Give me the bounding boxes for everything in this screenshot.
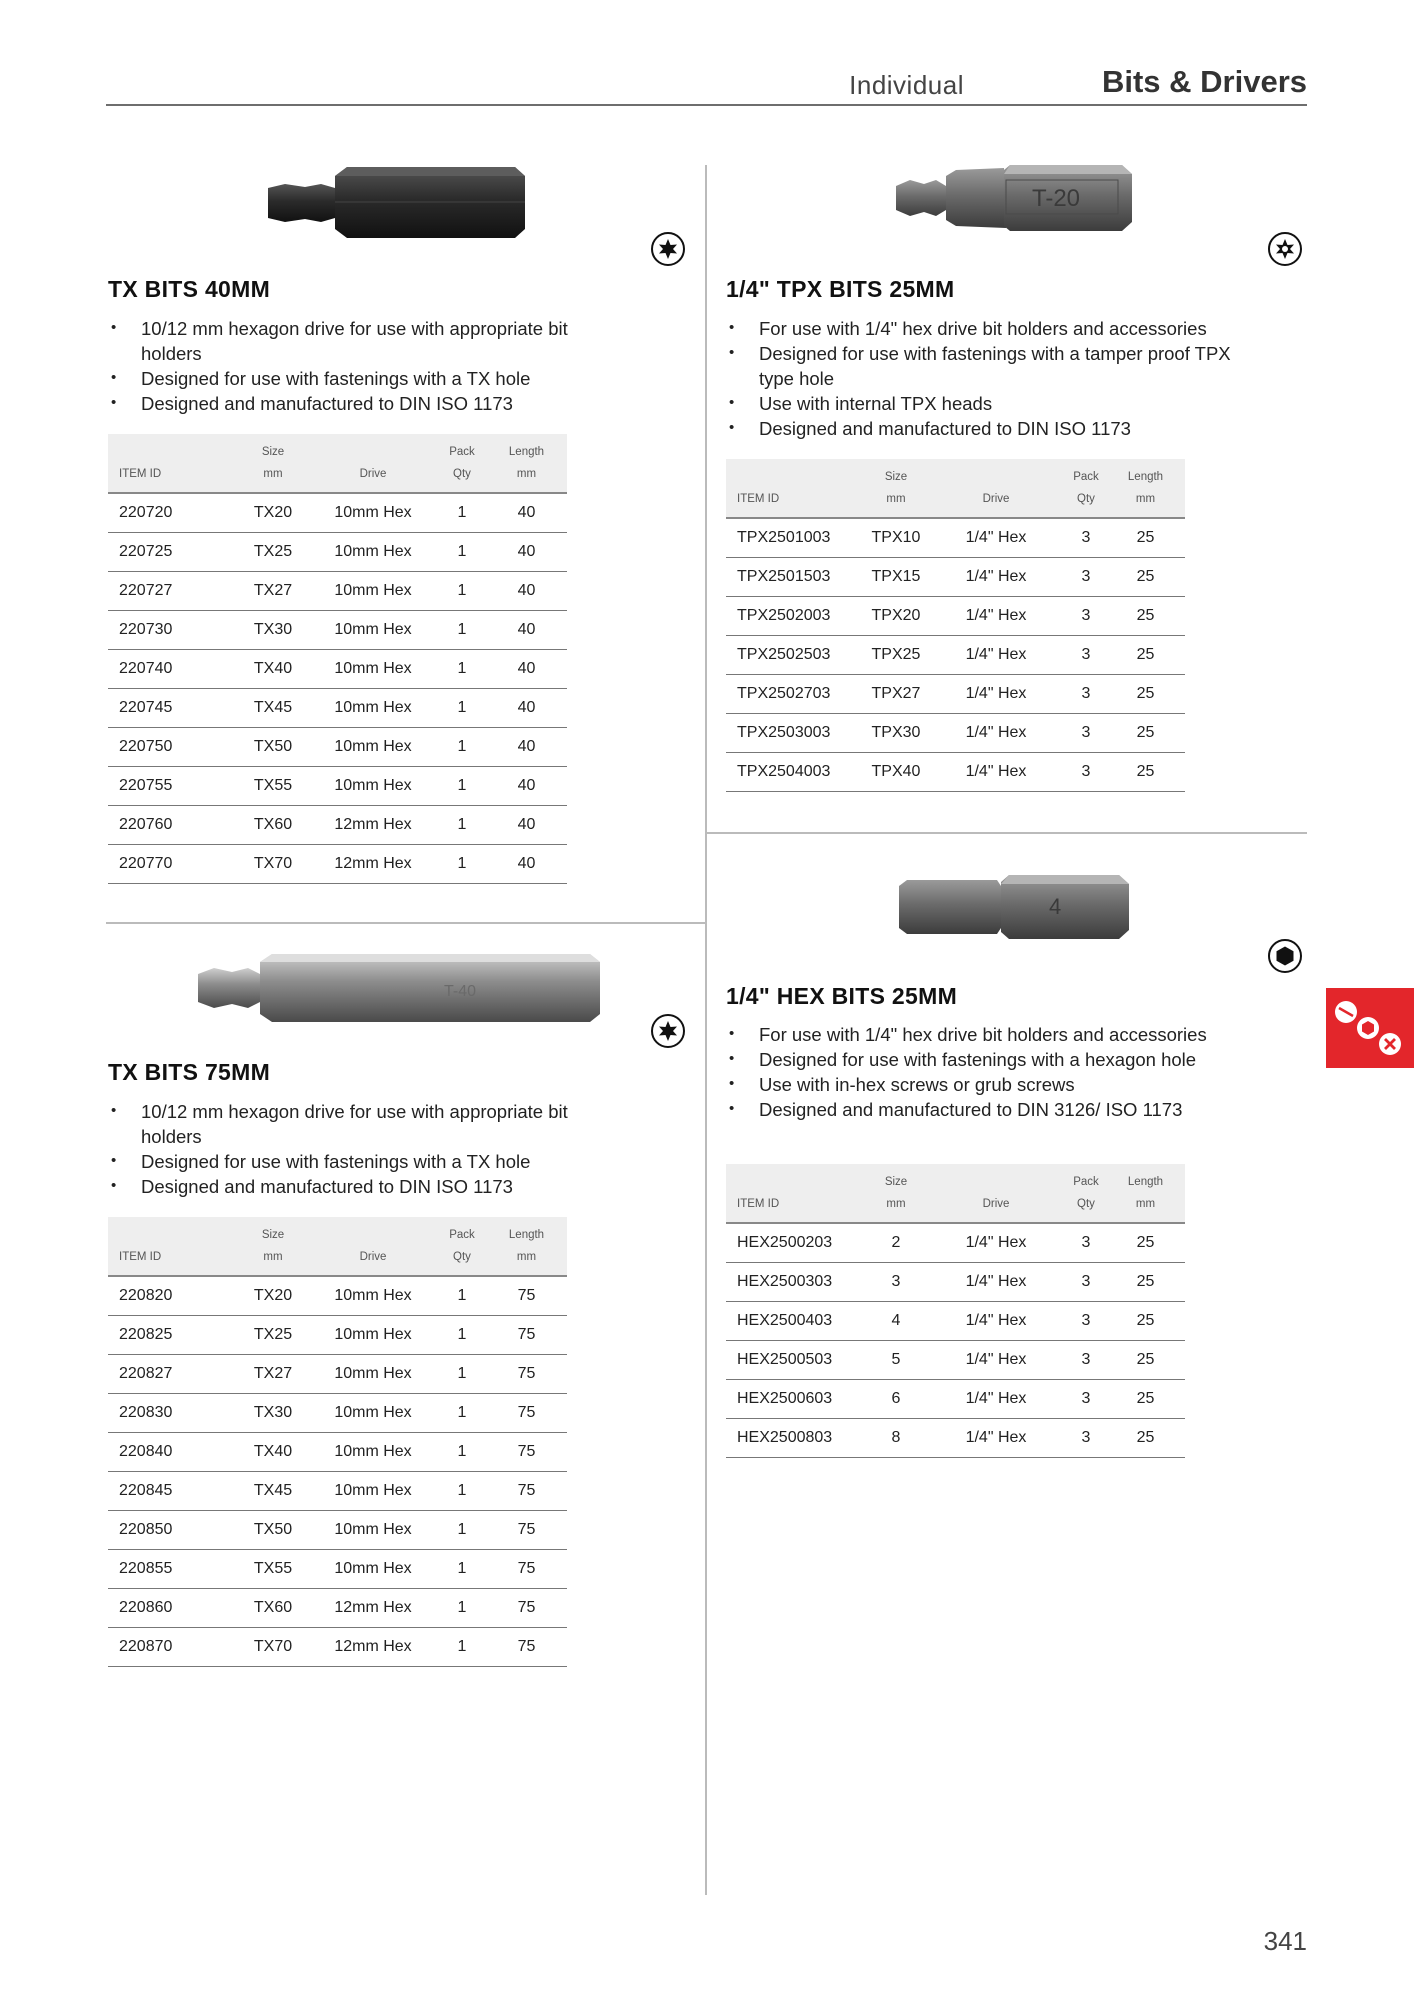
hexagon-icon <box>1268 939 1302 973</box>
table-row <box>108 845 567 884</box>
size-cell: TX60 <box>238 806 308 845</box>
size-cell: TX70 <box>238 845 308 884</box>
tx40-spec-table <box>108 434 567 884</box>
length-cell: 40 <box>486 767 567 806</box>
item-id-cell: 220755 <box>108 767 238 806</box>
item-id-cell: 220825 <box>108 1316 238 1355</box>
col-size-unit: mm <box>263 468 283 480</box>
drive-cell: 10mm Hex <box>308 689 438 728</box>
tx75-bit-image <box>194 952 602 1024</box>
col-drive: Drive <box>982 493 1010 505</box>
item-id-cell: 220870 <box>108 1628 238 1667</box>
size-cell: TX20 <box>238 1276 308 1316</box>
feature-item: • Designed for use with fastenings with a TX hole <box>108 1149 628 1174</box>
pack-qty-cell: 3 <box>1066 597 1106 636</box>
pack-qty-cell: 3 <box>1066 518 1106 558</box>
table-header-row <box>726 1164 1185 1223</box>
section-label: Individual <box>849 70 964 100</box>
tx75-title: TX BITS 75MM <box>108 1059 271 1085</box>
size-cell: TPX27 <box>866 675 926 714</box>
size-cell: TX60 <box>238 1589 308 1628</box>
drive-cell: 12mm Hex <box>308 806 438 845</box>
category-side-tab[interactable] <box>1326 988 1414 1068</box>
table-row <box>108 1433 567 1472</box>
table-row <box>108 1589 567 1628</box>
left-section-divider <box>106 922 705 924</box>
feature-item: • Designed and manufactured to DIN ISO 1173 <box>108 1174 628 1199</box>
size-cell: TX55 <box>238 767 308 806</box>
pack-qty-cell: 1 <box>438 1589 486 1628</box>
table-row <box>726 1263 1185 1302</box>
drive-cell: 10mm Hex <box>308 611 438 650</box>
col-size: Size <box>261 1229 285 1241</box>
length-cell: 25 <box>1106 1263 1185 1302</box>
page-title: Bits & Drivers <box>1101 64 1307 99</box>
table-row <box>108 689 567 728</box>
size-cell: TPX40 <box>866 753 926 792</box>
drive-cell: 1/4" Hex <box>926 558 1066 597</box>
table-row <box>108 806 567 845</box>
size-cell: 4 <box>866 1302 926 1341</box>
length-cell: 40 <box>486 533 567 572</box>
col-size-unit: mm <box>886 493 906 505</box>
length-cell: 25 <box>1106 1419 1185 1458</box>
tx40-title: TX BITS 40MM <box>108 276 271 302</box>
col-drive: Drive <box>982 1198 1010 1210</box>
pack-qty-cell: 3 <box>1066 753 1106 792</box>
pack-qty-cell: 1 <box>438 1511 486 1550</box>
item-id-cell: 220845 <box>108 1472 238 1511</box>
table-row <box>108 1550 567 1589</box>
table-row <box>108 728 567 767</box>
item-id-cell: HEX2500503 <box>726 1341 866 1380</box>
item-id-cell: 220850 <box>108 1511 238 1550</box>
drive-cell: 1/4" Hex <box>926 1263 1066 1302</box>
feature-item: • Designed and manufactured to DIN ISO 1173 <box>726 416 1266 441</box>
table-row <box>108 650 567 689</box>
tpx25-title: 1/4" TPX BITS 25MM <box>726 276 955 302</box>
length-cell: 40 <box>486 806 567 845</box>
item-id-cell: HEX2500403 <box>726 1302 866 1341</box>
size-cell: TX55 <box>238 1550 308 1589</box>
length-cell: 75 <box>486 1550 567 1589</box>
drive-cell: 12mm Hex <box>308 1589 438 1628</box>
length-cell: 75 <box>486 1316 567 1355</box>
pack-qty-cell: 3 <box>1066 714 1106 753</box>
feature-item: • Designed for use with fastenings with a TX hole <box>108 366 628 391</box>
drive-cell: 10mm Hex <box>308 572 438 611</box>
table-row <box>108 1355 567 1394</box>
feature-item: • For use with 1/4" hex drive bit holders and accessories <box>726 316 1266 341</box>
size-cell: TX25 <box>238 533 308 572</box>
size-cell: TX30 <box>238 611 308 650</box>
item-id-cell: TPX2502703 <box>726 675 866 714</box>
drive-cell: 1/4" Hex <box>926 518 1066 558</box>
feature-item: • 10/12 mm hexagon drive for use with appropriate bit holders <box>108 1099 628 1149</box>
drive-cell: 10mm Hex <box>308 1394 438 1433</box>
length-cell: 75 <box>486 1394 567 1433</box>
size-cell: 3 <box>866 1263 926 1302</box>
length-cell: 40 <box>486 493 567 533</box>
drive-cell: 1/4" Hex <box>926 753 1066 792</box>
table-row <box>726 1380 1185 1419</box>
item-id-cell: 220730 <box>108 611 238 650</box>
col-drive: Drive <box>359 1251 387 1263</box>
length-cell: 25 <box>1106 1341 1185 1380</box>
torx-star-icon <box>651 232 685 266</box>
col-length: Length <box>1127 1176 1164 1188</box>
table-row <box>726 1223 1185 1263</box>
col-size: Size <box>884 1176 908 1188</box>
item-id-cell: 220740 <box>108 650 238 689</box>
item-id-cell: 220750 <box>108 728 238 767</box>
pack-qty-cell: 1 <box>438 1472 486 1511</box>
table-row <box>726 558 1185 597</box>
pack-qty-cell: 1 <box>438 1355 486 1394</box>
hex25-features <box>726 1022 1266 1122</box>
feature-item: • Use with in-hex screws or grub screws <box>726 1072 1266 1097</box>
table-row <box>108 572 567 611</box>
item-id-cell: 220820 <box>108 1276 238 1316</box>
item-id-cell: 220840 <box>108 1433 238 1472</box>
tx75-spec-table <box>108 1217 567 1667</box>
size-cell: TPX30 <box>866 714 926 753</box>
length-cell: 25 <box>1106 1302 1185 1341</box>
table-row <box>726 1302 1185 1341</box>
pack-qty-cell: 3 <box>1066 1341 1106 1380</box>
item-id-cell: 220860 <box>108 1589 238 1628</box>
item-id-cell: HEX2500203 <box>726 1223 866 1263</box>
hex25-bit-engraving: 4 <box>1049 894 1062 919</box>
bits-category-icon <box>1326 988 1414 1068</box>
col-pack-unit: Qty <box>453 1251 471 1263</box>
feature-item: • Designed and manufactured to DIN 3126/ ISO 1173 <box>726 1097 1266 1122</box>
feature-item: • For use with 1/4" hex drive bit holders and accessories <box>726 1022 1266 1047</box>
drive-cell: 1/4" Hex <box>926 714 1066 753</box>
drive-cell: 10mm Hex <box>308 533 438 572</box>
table-row <box>726 1341 1185 1380</box>
table-header-row <box>108 434 567 493</box>
drive-cell: 1/4" Hex <box>926 1341 1066 1380</box>
drive-cell: 10mm Hex <box>308 767 438 806</box>
size-cell: 5 <box>866 1341 926 1380</box>
size-cell: TPX15 <box>866 558 926 597</box>
length-cell: 25 <box>1106 1223 1185 1263</box>
size-cell: TX40 <box>238 1433 308 1472</box>
table-row <box>108 1394 567 1433</box>
col-length: Length <box>1127 471 1164 483</box>
tpx25-bit-image <box>894 162 1134 234</box>
col-size-unit: mm <box>886 1198 906 1210</box>
drive-cell: 1/4" Hex <box>926 1223 1066 1263</box>
tx40-bit-image <box>265 164 527 240</box>
item-id-cell: HEX2500803 <box>726 1419 866 1458</box>
table-row <box>108 533 567 572</box>
feature-item: • Designed for use with fastenings with a tamper proof TPX type hole <box>726 341 1266 391</box>
drive-cell: 10mm Hex <box>308 1433 438 1472</box>
col-length-unit: mm <box>516 1251 537 1263</box>
length-cell: 75 <box>486 1511 567 1550</box>
length-cell: 75 <box>486 1276 567 1316</box>
col-length-unit: mm <box>516 468 537 480</box>
pack-qty-cell: 3 <box>1066 1263 1106 1302</box>
length-cell: 40 <box>486 728 567 767</box>
size-cell: TX50 <box>238 728 308 767</box>
col-size: Size <box>261 446 285 458</box>
item-id-cell: 220770 <box>108 845 238 884</box>
col-length: Length <box>508 446 545 458</box>
drive-cell: 10mm Hex <box>308 1316 438 1355</box>
size-cell: TPX25 <box>866 636 926 675</box>
tx40-features <box>108 316 628 416</box>
pack-qty-cell: 3 <box>1066 1419 1106 1458</box>
item-id-cell: HEX2500303 <box>726 1263 866 1302</box>
size-cell: TX30 <box>238 1394 308 1433</box>
drive-cell: 1/4" Hex <box>926 636 1066 675</box>
table-row <box>108 493 567 533</box>
item-id-cell: 220830 <box>108 1394 238 1433</box>
col-pack-unit: Qty <box>1077 493 1095 505</box>
tpx25-bit-engraving: T-20 <box>1032 185 1081 212</box>
size-cell: TX40 <box>238 650 308 689</box>
length-cell: 75 <box>486 1472 567 1511</box>
pack-qty-cell: 3 <box>1066 675 1106 714</box>
drive-cell: 1/4" Hex <box>926 1302 1066 1341</box>
item-id-cell: 220727 <box>108 572 238 611</box>
pack-qty-cell: 1 <box>438 572 486 611</box>
hex25-bit-image <box>897 872 1131 942</box>
size-cell: TPX10 <box>866 518 926 558</box>
size-cell: TX20 <box>238 493 308 533</box>
col-item-id: ITEM ID <box>119 468 162 480</box>
item-id-cell: 220725 <box>108 533 238 572</box>
pack-qty-cell: 1 <box>438 533 486 572</box>
drive-cell: 10mm Hex <box>308 1511 438 1550</box>
pack-qty-cell: 1 <box>438 728 486 767</box>
pack-qty-cell: 1 <box>438 1394 486 1433</box>
drive-cell: 12mm Hex <box>308 845 438 884</box>
item-id-cell: 220760 <box>108 806 238 845</box>
length-cell: 25 <box>1106 636 1185 675</box>
table-header-row <box>726 459 1185 518</box>
col-pack-unit: Qty <box>453 468 471 480</box>
pack-qty-cell: 3 <box>1066 636 1106 675</box>
size-cell: TPX20 <box>866 597 926 636</box>
item-id-cell: TPX2501503 <box>726 558 866 597</box>
table-row <box>108 1628 567 1667</box>
feature-item: • 10/12 mm hexagon drive for use with appropriate bit holders <box>108 316 628 366</box>
table-row <box>726 675 1185 714</box>
table-row <box>726 753 1185 792</box>
pack-qty-cell: 1 <box>438 493 486 533</box>
item-id-cell: TPX2504003 <box>726 753 866 792</box>
length-cell: 40 <box>486 845 567 884</box>
item-id-cell: TPX2501003 <box>726 518 866 558</box>
tx75-bit-engraving: T-40 <box>444 983 477 1000</box>
drive-cell: 10mm Hex <box>308 493 438 533</box>
length-cell: 25 <box>1106 597 1185 636</box>
pack-qty-cell: 1 <box>438 767 486 806</box>
size-cell: 6 <box>866 1380 926 1419</box>
table-row <box>726 518 1185 558</box>
size-cell: TX25 <box>238 1316 308 1355</box>
drive-cell: 12mm Hex <box>308 1628 438 1667</box>
pack-qty-cell: 1 <box>438 689 486 728</box>
length-cell: 75 <box>486 1433 567 1472</box>
item-id-cell: TPX2502003 <box>726 597 866 636</box>
header-divider <box>106 104 1307 106</box>
tpx25-features <box>726 316 1266 441</box>
length-cell: 25 <box>1106 753 1185 792</box>
drive-cell: 10mm Hex <box>308 1355 438 1394</box>
size-cell: 8 <box>866 1419 926 1458</box>
item-id-cell: 220720 <box>108 493 238 533</box>
table-row <box>726 636 1185 675</box>
col-size-unit: mm <box>263 1251 283 1263</box>
col-length-unit: mm <box>1135 1198 1156 1210</box>
table-row <box>108 1511 567 1550</box>
pack-qty-cell: 3 <box>1066 558 1106 597</box>
length-cell: 75 <box>486 1589 567 1628</box>
item-id-cell: 220745 <box>108 689 238 728</box>
pack-qty-cell: 3 <box>1066 1223 1106 1263</box>
torx-tamper-icon <box>1268 232 1302 266</box>
col-item-id: ITEM ID <box>737 493 780 505</box>
drive-cell: 1/4" Hex <box>926 675 1066 714</box>
length-cell: 25 <box>1106 675 1185 714</box>
col-pack-unit: Qty <box>1077 1198 1095 1210</box>
table-row <box>108 1472 567 1511</box>
length-cell: 40 <box>486 650 567 689</box>
tpx25-spec-table <box>726 459 1185 792</box>
torx-star-icon <box>651 1014 685 1048</box>
table-header-row <box>108 1217 567 1276</box>
feature-item: • Designed for use with fastenings with a hexagon hole <box>726 1047 1266 1072</box>
col-drive: Drive <box>359 468 387 480</box>
hex25-spec-table <box>726 1164 1185 1458</box>
drive-cell: 10mm Hex <box>308 728 438 767</box>
pack-qty-cell: 1 <box>438 1433 486 1472</box>
col-pack: Pack <box>449 1229 475 1241</box>
item-id-cell: TPX2502503 <box>726 636 866 675</box>
table-row <box>726 1419 1185 1458</box>
feature-item: • Use with internal TPX heads <box>726 391 1266 416</box>
right-section-divider <box>706 832 1307 834</box>
length-cell: 25 <box>1106 518 1185 558</box>
item-id-cell: TPX2503003 <box>726 714 866 753</box>
item-id-cell: 220827 <box>108 1355 238 1394</box>
col-size: Size <box>884 471 908 483</box>
size-cell: TX50 <box>238 1511 308 1550</box>
pack-qty-cell: 1 <box>438 806 486 845</box>
pack-qty-cell: 1 <box>438 650 486 689</box>
size-cell: TX27 <box>238 1355 308 1394</box>
tx75-features <box>108 1099 628 1199</box>
length-cell: 25 <box>1106 558 1185 597</box>
col-pack: Pack <box>1073 1176 1099 1188</box>
table-row <box>108 611 567 650</box>
drive-cell: 10mm Hex <box>308 650 438 689</box>
pack-qty-cell: 1 <box>438 1276 486 1316</box>
page-number: 341 <box>1263 1926 1307 1956</box>
length-cell: 75 <box>486 1628 567 1667</box>
pack-qty-cell: 1 <box>438 611 486 650</box>
size-cell: TX70 <box>238 1628 308 1667</box>
pack-qty-cell: 3 <box>1066 1302 1106 1341</box>
size-cell: 2 <box>866 1223 926 1263</box>
col-pack: Pack <box>449 446 475 458</box>
length-cell: 40 <box>486 611 567 650</box>
length-cell: 25 <box>1106 714 1185 753</box>
table-row <box>726 597 1185 636</box>
size-cell: TX27 <box>238 572 308 611</box>
drive-cell: 10mm Hex <box>308 1472 438 1511</box>
pack-qty-cell: 1 <box>438 845 486 884</box>
col-item-id: ITEM ID <box>737 1198 780 1210</box>
table-row <box>108 767 567 806</box>
pack-qty-cell: 1 <box>438 1550 486 1589</box>
column-divider <box>705 165 707 1895</box>
col-length-unit: mm <box>1135 493 1156 505</box>
drive-cell: 1/4" Hex <box>926 1419 1066 1458</box>
item-id-cell: HEX2500603 <box>726 1380 866 1419</box>
col-item-id: ITEM ID <box>119 1251 162 1263</box>
col-length: Length <box>508 1229 545 1241</box>
length-cell: 25 <box>1106 1380 1185 1419</box>
item-id-cell: 220855 <box>108 1550 238 1589</box>
length-cell: 40 <box>486 689 567 728</box>
pack-qty-cell: 1 <box>438 1628 486 1667</box>
table-row <box>108 1276 567 1316</box>
col-pack: Pack <box>1073 471 1099 483</box>
drive-cell: 10mm Hex <box>308 1550 438 1589</box>
length-cell: 75 <box>486 1355 567 1394</box>
pack-qty-cell: 1 <box>438 1316 486 1355</box>
pack-qty-cell: 3 <box>1066 1380 1106 1419</box>
drive-cell: 10mm Hex <box>308 1276 438 1316</box>
size-cell: TX45 <box>238 1472 308 1511</box>
feature-item: • Designed and manufactured to DIN ISO 1173 <box>108 391 628 416</box>
drive-cell: 1/4" Hex <box>926 597 1066 636</box>
hex25-title: 1/4" HEX BITS 25MM <box>726 983 958 1009</box>
size-cell: TX45 <box>238 689 308 728</box>
table-row <box>726 714 1185 753</box>
table-row <box>108 1316 567 1355</box>
length-cell: 40 <box>486 572 567 611</box>
drive-cell: 1/4" Hex <box>926 1380 1066 1419</box>
